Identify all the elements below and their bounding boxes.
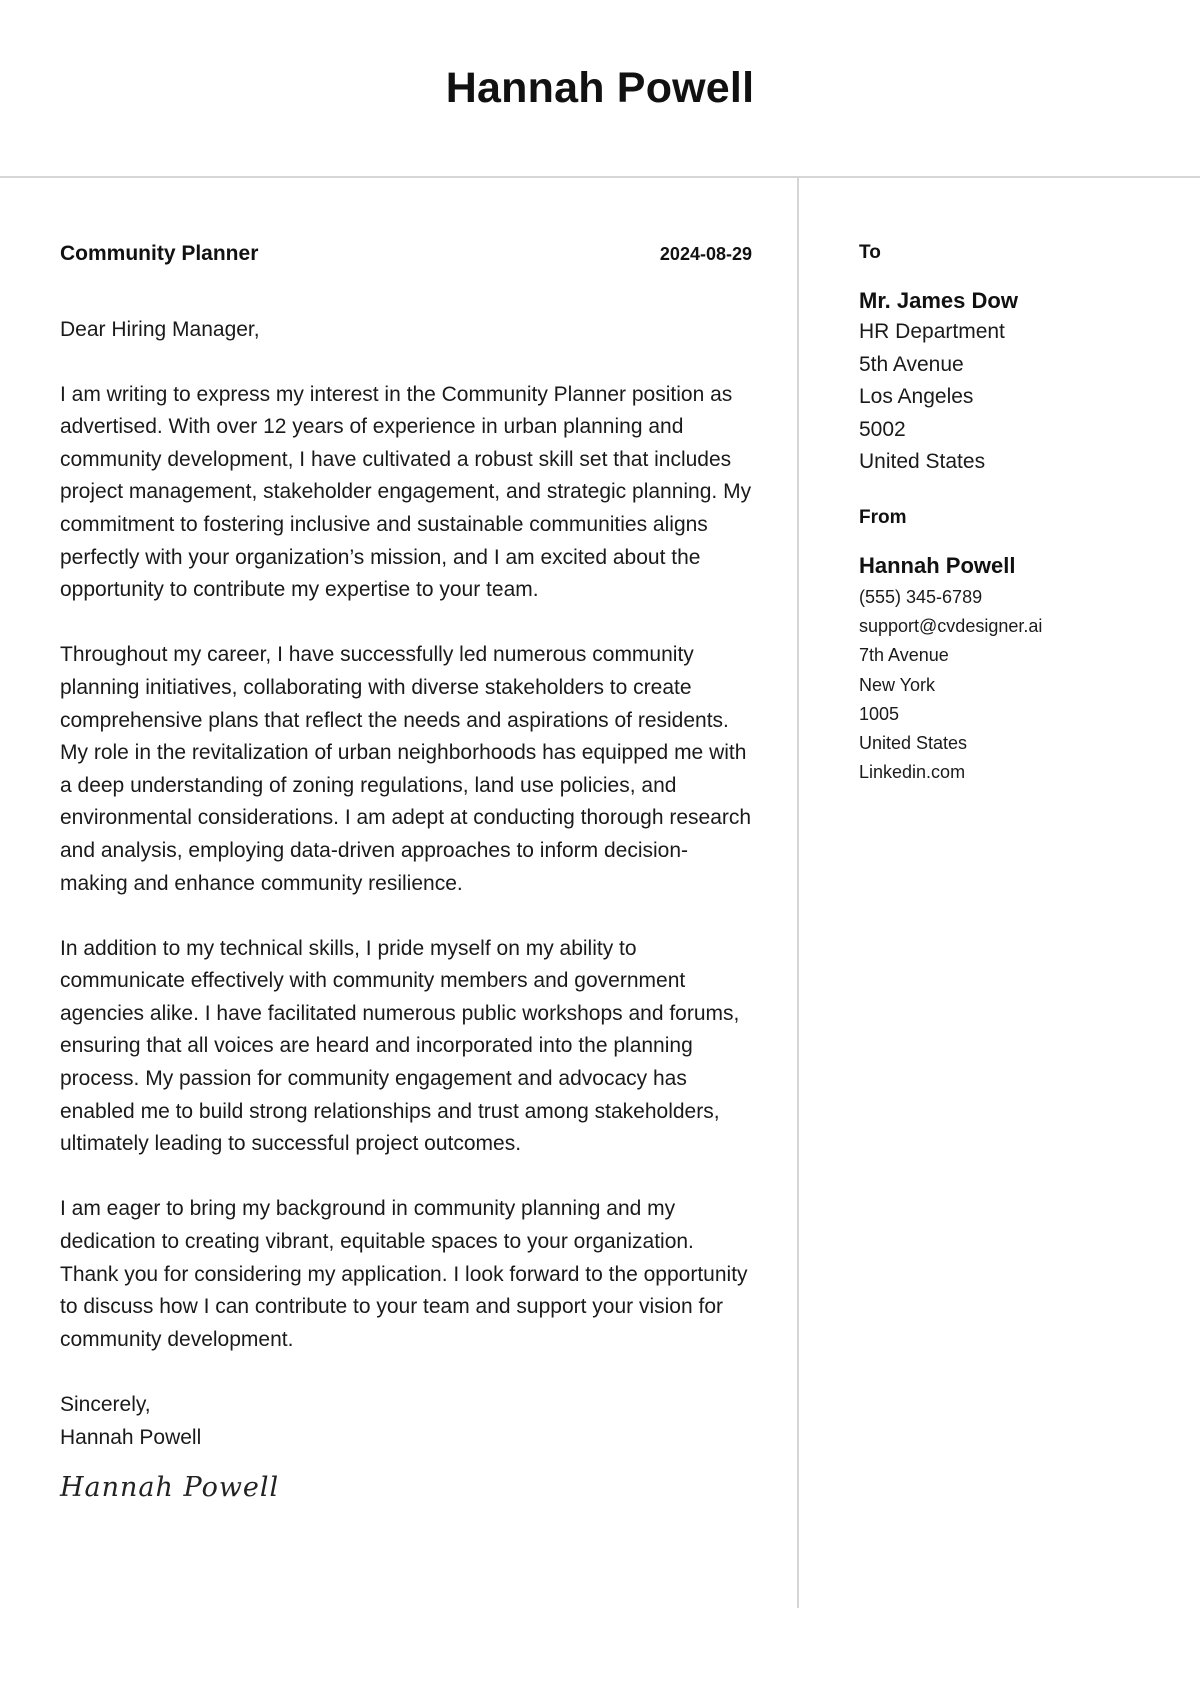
recipient-zip: 5002 [859, 417, 906, 441]
applicant-name: Hannah Powell [445, 64, 755, 112]
recipient-street: 5th Avenue [859, 352, 964, 376]
sender-country: United States [859, 732, 968, 753]
letter-body [60, 242, 752, 1503]
letter-date: 2024-08-29 [659, 244, 752, 264]
address-sidebar [859, 242, 1179, 787]
recipient-country: United States [859, 450, 986, 474]
recipient-block [859, 242, 1179, 479]
job-title: Community Planner [60, 242, 259, 265]
sender-block [859, 507, 1179, 787]
recipient-heading: To [859, 242, 881, 263]
paragraph-1: I am writing to express my interest in the Community Planner position as advertised. With over 12 years of experience in urban planning and community development, I have cultivated a robust skill set that includes project management, stakeholder engagement, and strategic planning. My commitment to fostering inclusive and sustainable communities aligns perfectly with your organization’s mission, and I am excited about the opportunity to contribute my expertise to your team. [60, 382, 752, 602]
sender-city: New York [859, 674, 936, 695]
salutation: Dear Hiring Manager, [60, 318, 260, 341]
sender-zip: 1005 [859, 703, 900, 724]
closing-name: Hannah Powell [60, 1425, 202, 1449]
signature: Hannah Powell [60, 1472, 280, 1504]
recipient-department: HR Department [859, 320, 1005, 343]
recipient-name: Mr. James Dow [859, 288, 1018, 313]
closing: Sincerely, [60, 1393, 151, 1416]
paragraph-3: In addition to my technical skills, I pride myself on my ability to communicate effectively with community members and government agencies alike. I have facilitated numerous public workshops and forums, ensuring that all voices are heard and incorporated into the planning process. My passion for community engagement and advocacy has enabled me to build strong relationships and trust among stakeholders, ultimately leading to successful project outcomes. [60, 936, 740, 1156]
sender-name: Hannah Powell [859, 552, 1016, 578]
paragraph-2: Throughout my career, I have successfully led numerous community planning initiatives, collaborating with diverse stakeholders to create comprehensive plans that reflect the needs and aspirations of residents. My role in the revitalization of urban neighborhoods has equipped me with a deep understanding of zoning regulations, land use policies, and environmental considerations. I am adept at conducting thorough research and analysis, employing data-driven approaches to inform decision-making and enhance community resilience. [60, 643, 752, 895]
page-header [0, 0, 1200, 178]
paragraph-4: I am eager to bring my background in community planning and my dedication to creating vibrant, equitable spaces to your organization. Thank you for considering my application. I look forward to the opportunity to discuss how I can contribute to your team and support your vision for community development. [60, 1197, 748, 1351]
sender-website: Linkedin.com [859, 762, 966, 783]
sender-street: 7th Avenue [859, 645, 949, 666]
letter-meta [60, 242, 752, 302]
recipient-city: Los Angeles [859, 385, 974, 409]
sender-email: support@cvdesigner.ai [859, 616, 1043, 637]
sender-phone: (555) 345-6789 [859, 586, 983, 607]
column-divider [797, 178, 799, 1608]
sender-heading: From [859, 506, 907, 528]
